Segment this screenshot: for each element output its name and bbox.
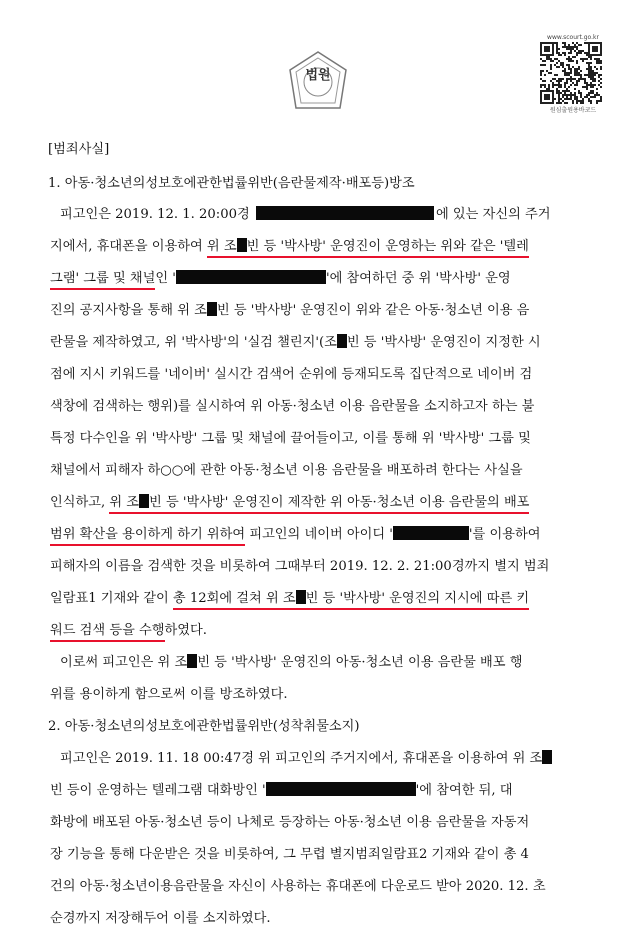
para-line: 색창에 검색하는 행위)를 실시하여 위 아동·청소년 이용 음란물을 소지하고자 하는 불 (50, 399, 535, 414)
para-line: 란물을 제작하였고, 위 '박사방'의 '실검 챌린지'(조 빈 등 '박사방' 운영진이 지정한 시 (50, 335, 541, 350)
redaction-bar (139, 494, 149, 508)
seal-text: 법원 (305, 68, 331, 83)
heading-2: 2. 아동·청소년의성보호에관한법률위반(성착취물소지) (48, 719, 360, 734)
para-line: 빈 등이 운영하는 텔레그램 대화방인 ' '에 참여한 뒤, 대 (50, 783, 513, 798)
highlight-underline: 범위 확산을 용이하게 하기 위하여 (50, 527, 245, 546)
redaction-bar (207, 302, 217, 316)
para-line: 지에서, 휴대폰을 이용하여 위 조 빈 등 '박사방' 운영진이 운영하는 위와 같은 '텔레 (50, 238, 529, 256)
para-line: 점에 지시 키워드를 '네이버' 실시간 검색어 순위에 등재되도록 집단적으로 네이버 검 (50, 367, 533, 382)
para-line: 일람표1 기재와 같이 총 12회에 걸쳐 위 조 빈 등 '박사방' 운영진의 지시에 따른 키 (50, 590, 529, 608)
para-line: 위를 용이하게 함으로써 이를 방조하였다. (50, 687, 288, 702)
qr-caption: 원심출원용바코드 (549, 107, 597, 114)
para-line: 진의 공지사항을 통해 위 조 빈 등 '박사방' 운영진이 위와 같은 아동·청소년 이용 음 (50, 303, 530, 318)
para-line: 채널에서 피해자 하○○에 관한 아동·청소년 이용 음란물을 배포하려 한다는 사실을 (50, 463, 523, 478)
redaction-bar (296, 590, 306, 604)
para-line: 이로써 피고인은 위 조 빈 등 '박사방' 운영진의 아동·청소년 이용 음란물 배포 행 (60, 655, 523, 670)
qr-url: www.scourt.go.kr (547, 34, 599, 41)
para-line: 범위 확산을 용이하게 하기 위하여 피고인의 네이버 아이디 ' '를 이용하여 (50, 526, 540, 544)
section-title: [범죄사실] (48, 142, 110, 157)
para-line: 화방에 배포된 아동·청소년 등이 나체로 등장하는 아동·청소년 이용 음란물을 자동저 (50, 815, 530, 830)
redaction-bar (393, 526, 469, 540)
para-line: 인식하고, 위 조 빈 등 '박사방' 운영진이 제작한 위 아동·청소년 이용 음란물의 배포 (50, 494, 529, 512)
para-line: 장 기능을 통해 다운받은 것을 비롯하여, 그 무렵 별지범죄일람표2 기재와 같이 총 4 (50, 847, 529, 862)
para-line: 피해자의 이름을 검색한 것을 비롯하여 그때부터 2019. 12. 2. 21:00경까지 별지 범죄 (50, 559, 550, 574)
para-line: 건의 아동·청소년이용음란물을 자신이 사용하는 휴대폰에 다운로드 받아 2020. 12. 초 (50, 879, 546, 894)
para-line: 순경까지 저장해두어 이를 소지하였다. (50, 911, 271, 926)
heading-1: 1. 아동·청소년의성보호에관한법률위반(음란물제작·배포등)방조 (48, 176, 415, 191)
redaction-bar (337, 334, 347, 348)
redaction-bar (237, 238, 247, 252)
redaction-bar (256, 206, 434, 220)
highlight-underline: 총 12회에 걸쳐 위 조 빈 등 '박사방' 운영진의 지시에 따른 키 (173, 591, 529, 610)
para-line: 워드 검색 등을 수행하였다. (50, 622, 207, 640)
redaction-bar (176, 270, 326, 284)
para-line: 피고인은 2019. 11. 18 00:47경 위 피고인의 주거지에서, 휴대폰을 이용하여 위 조 (60, 750, 552, 768)
para-line: 특정 다수인을 위 '박사방' 그룹 및 채널에 끌어들이고, 이를 통해 위 '박사방' 그룹 및 (50, 431, 531, 446)
highlight-underline: 그램' 그룹 및 채널 (50, 271, 155, 290)
highlight-underline: 위 조 빈 등 '박사방' 운영진이 제작한 위 아동·청소년 이용 음란물의 배포 (109, 495, 529, 514)
para-line: 피고인은 2019. 12. 1. 20:00경 에 있는 자신의 주거 (60, 207, 551, 222)
redaction-bar (187, 654, 197, 668)
highlight-underline: 워드 검색 등을 수행 (50, 623, 165, 642)
qr-code-icon (540, 42, 602, 104)
redaction-bar (266, 782, 416, 796)
redaction-bar (542, 750, 552, 764)
para-line: 그램' 그룹 및 채널인 ' '에 참여하던 중 위 '박사방' 운영 (50, 270, 511, 288)
highlight-underline: 위 조 빈 등 '박사방' 운영진이 운영하는 위와 같은 '텔레 (207, 239, 529, 258)
